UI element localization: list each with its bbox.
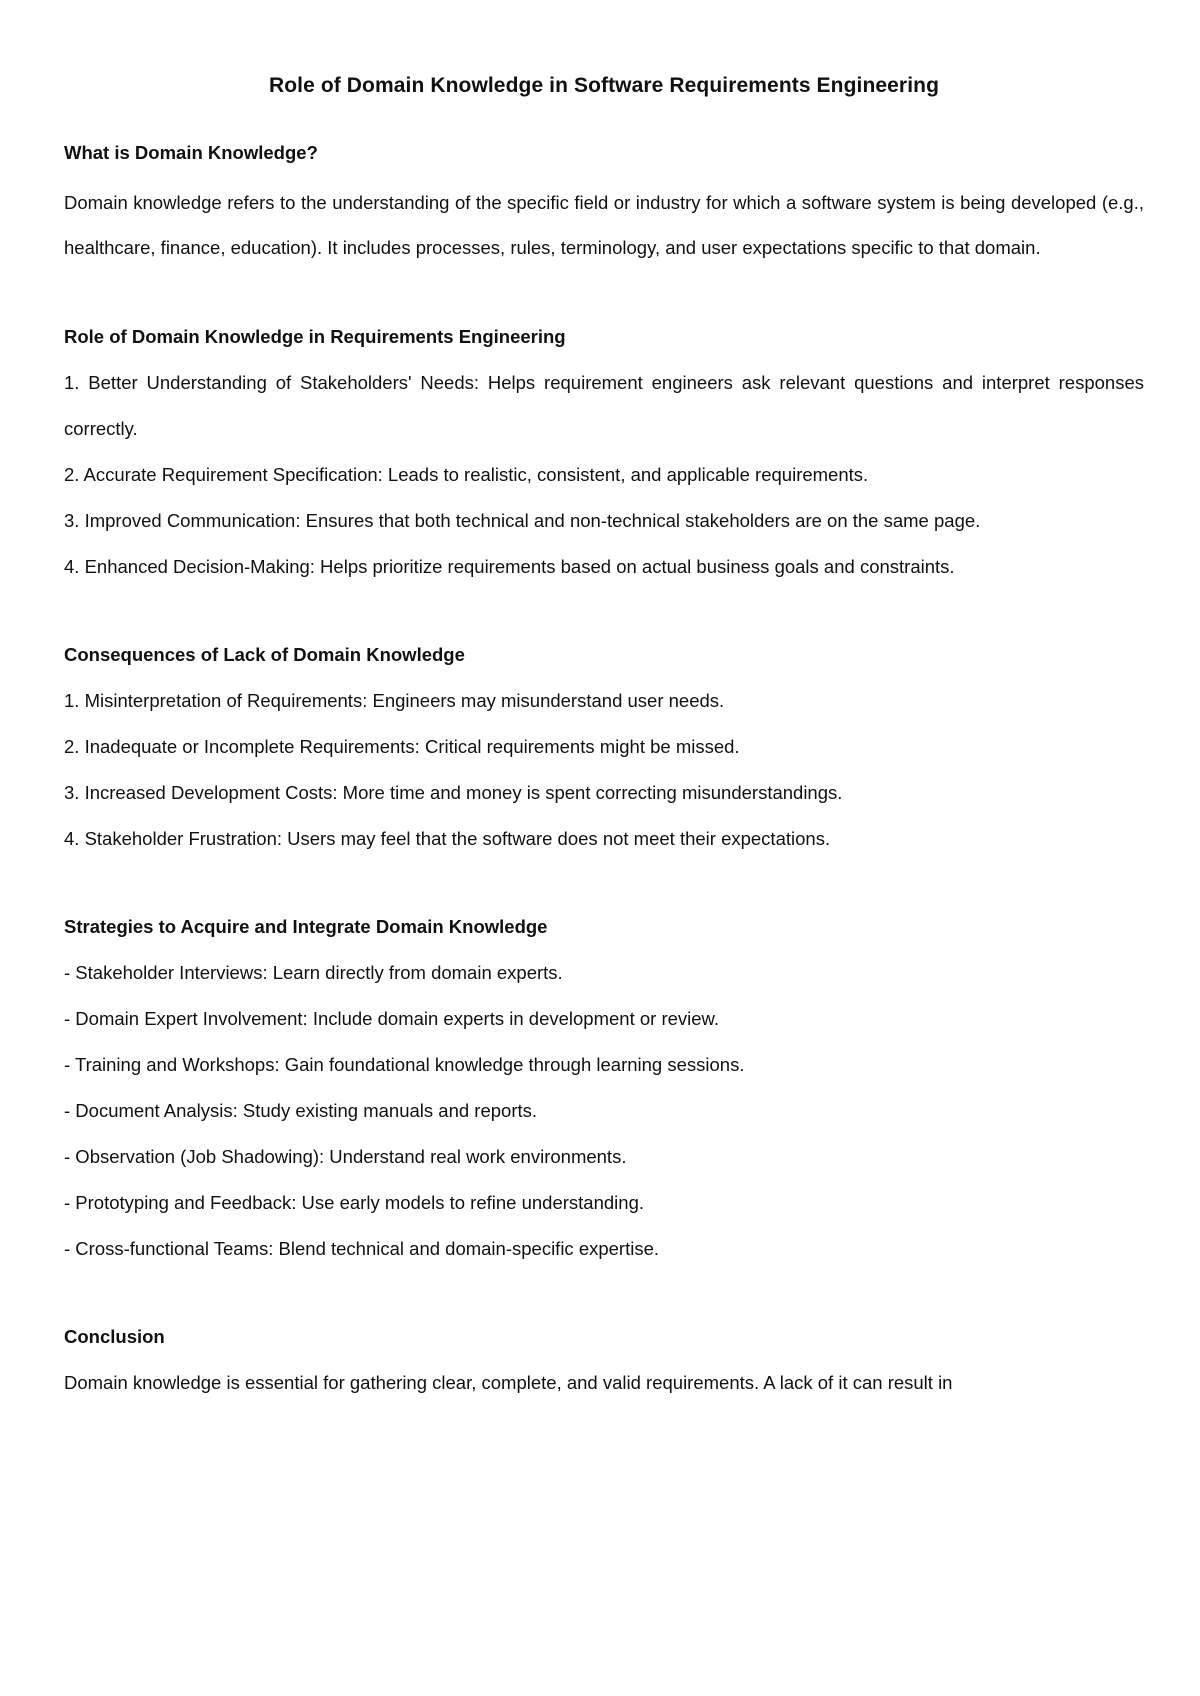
list-item: 1. Misinterpretation of Requirements: Engineers may misunderstand user needs. (64, 690, 725, 711)
numbered-list (64, 678, 1144, 862)
section-strategies (64, 914, 1144, 1272)
section-heading: Conclusion (64, 1326, 165, 1347)
section-heading: Role of Domain Knowledge in Requirements Engineering (64, 326, 566, 347)
list-item: 2. Inadequate or Incomplete Requirements: Critical requirements might be missed. (64, 736, 740, 757)
section-heading: Strategies to Acquire and Integrate Domain Knowledge (64, 916, 548, 937)
list-item: - Cross-functional Teams: Blend technical and domain-specific expertise. (64, 1238, 660, 1259)
list-item: - Domain Expert Involvement: Include domain experts in development or review. (64, 1008, 720, 1029)
section-role-of-domain-knowledge (64, 324, 1144, 590)
list-item: - Prototyping and Feedback: Use early models to refine understanding. (64, 1192, 644, 1213)
section-conclusion (64, 1324, 1144, 1405)
numbered-list (64, 360, 1144, 590)
section-consequences (64, 642, 1144, 862)
list-item: - Document Analysis: Study existing manuals and reports. (64, 1100, 538, 1121)
list-item: - Training and Workshops: Gain foundational knowledge through learning sessions. (64, 1054, 745, 1075)
section-heading: What is Domain Knowledge? (64, 142, 318, 163)
list-item: 2. Accurate Requirement Specification: Leads to realistic, consistent, and applicable requirements. (64, 464, 869, 485)
list-item: - Observation (Job Shadowing): Understand real work environments. (64, 1146, 627, 1167)
section-paragraph: Domain knowledge refers to the understanding of the specific field or industry for which a software system is being developed (e.g., healthcare, finance, education). It includes processes, rules, terminology, and user expectations specific to that domain. (64, 192, 1144, 258)
section-what-is-domain-knowledge (64, 140, 1144, 270)
bulleted-list (64, 950, 1144, 1272)
list-item: 3. Improved Communication: Ensures that both technical and non-technical stakeholders are on the same page. (64, 510, 981, 531)
section-paragraph: Domain knowledge is essential for gathering clear, complete, and valid requirements. A lack of it can result in (64, 1372, 953, 1393)
list-item: 3. Increased Development Costs: More time and money is spent correcting misunderstandings. (64, 782, 843, 803)
list-item: - Stakeholder Interviews: Learn directly from domain experts. (64, 962, 563, 983)
list-item: 4. Enhanced Decision-Making: Helps prioritize requirements based on actual business goals and constraints. (64, 556, 955, 577)
list-item: 4. Stakeholder Frustration: Users may feel that the software does not meet their expectations. (64, 828, 831, 849)
list-item: 1. Better Understanding of Stakeholders' Needs: Helps requirement engineers ask relevant questions and interpret responses correctly. (64, 372, 1144, 439)
section-heading: Consequences of Lack of Domain Knowledge (64, 644, 465, 665)
document-title: Role of Domain Knowledge in Software Requirements Engineering (268, 74, 939, 97)
